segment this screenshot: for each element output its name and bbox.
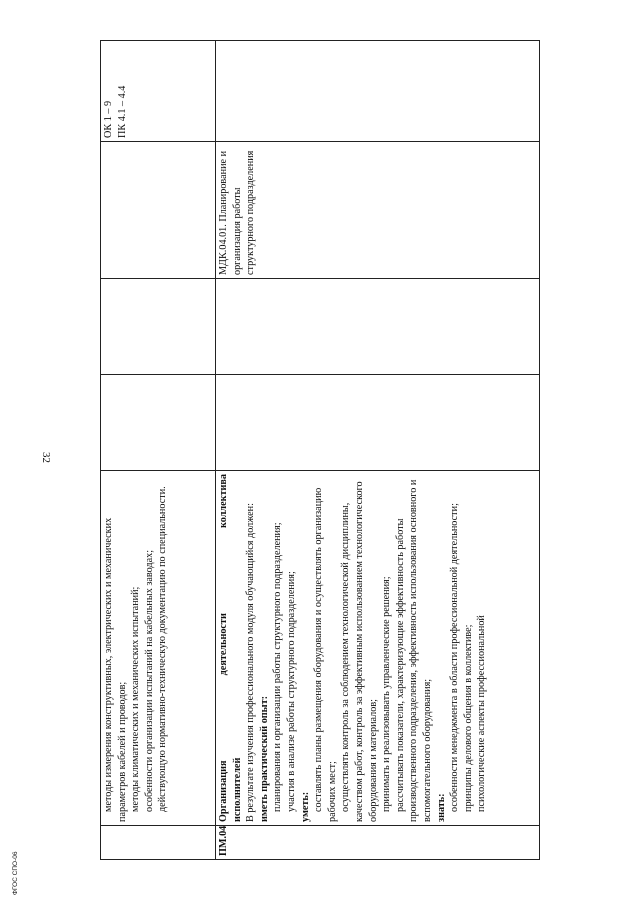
- list-item: принципы делового общения в коллективе;: [462, 624, 474, 812]
- curriculum-table-wrapper: [100, 40, 540, 860]
- skills-label: уметь:: [299, 791, 311, 822]
- list-item: особенности организации испытаний на кабельных заводах;: [143, 549, 155, 812]
- intro-text: В результате изучения профессионального модуля обучающийся должен:: [245, 503, 257, 822]
- list-item: участия в анализе работы структурного подразделения;: [285, 571, 297, 812]
- list-item: особенности менеджмента в области профессиональной деятельности;: [449, 503, 461, 812]
- requirements-cell-continuation: [101, 471, 216, 826]
- mdk-cell-empty: [101, 142, 216, 279]
- empty-cell: [216, 375, 540, 471]
- requirements-cell: [216, 471, 540, 826]
- module-title-line: [217, 474, 231, 822]
- page-footer: ФГОС СПО-06: [12, 851, 19, 895]
- mdk-cell: МДК.04.01. Планирование и организация работы структурного подразделения: [216, 142, 540, 279]
- list-item: планирования и организации работы структурного подразделения;: [272, 522, 284, 812]
- competencies-cell: ОК 1 – 9 ПК 4.1 – 4.4: [101, 41, 216, 142]
- list-item: составлять планы размещения оборудования и осуществлять организацию рабочих мест;: [313, 487, 338, 822]
- empty-cell: [216, 279, 540, 375]
- list-item: действующую нормативно-техническую документацию по специальности.: [157, 486, 169, 812]
- module-title-word: деятельности: [218, 613, 229, 676]
- module-code-cell: ПМ.04: [216, 826, 540, 860]
- module-title-word: коллектива: [218, 474, 229, 528]
- empty-cell: [101, 375, 216, 471]
- module-code-cell-empty: [101, 826, 216, 860]
- page-number: 32: [40, 452, 52, 463]
- list-item: методы климатических и механических испытаний;: [130, 586, 142, 812]
- empty-cell: [101, 279, 216, 375]
- table-row-pm04: [216, 41, 540, 860]
- list-item: психологические аспекты профессиональной: [476, 615, 488, 812]
- list-item: осуществлять контроль за соблюдением технологической дисциплины, качеством работ, контроль за эффективным использованием технологического оборудования и материалов;: [340, 481, 379, 822]
- module-title-end: исполнителей: [231, 757, 243, 822]
- list-item: принимать и реализовывать управленческие решения;: [381, 576, 393, 812]
- list-item: рассчитывать показатели, характеризующие эффективность работы производственного подразделения, эффективность использования основного и вспомогательного оборудования;: [394, 479, 433, 822]
- competencies-cell-empty: [216, 41, 540, 142]
- knowledge-label: знать:: [435, 793, 447, 822]
- list-item: методы измерения конструктивных, электрических и механических параметров кабелей и проводов;: [103, 517, 128, 822]
- practice-label: иметь практический опыт:: [258, 695, 270, 822]
- table-row-continuation: [101, 41, 216, 860]
- module-title-word: Организация: [218, 760, 229, 822]
- curriculum-table: [100, 40, 540, 860]
